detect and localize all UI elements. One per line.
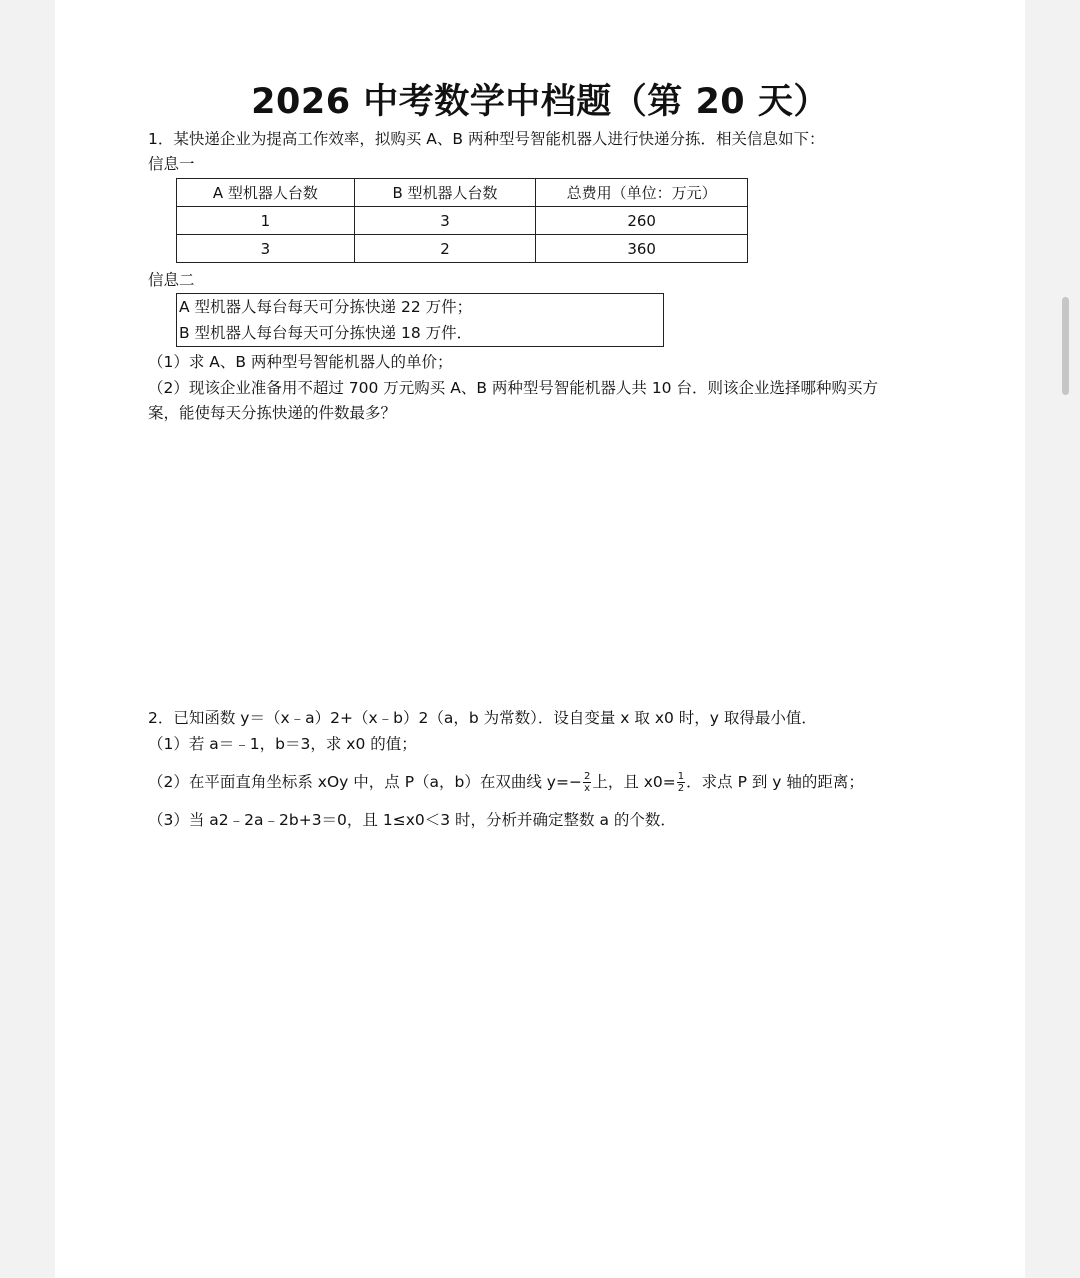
q1-part1: （1）求 A、B 两种型号智能机器人的单价； [148, 353, 453, 371]
scrollbar-thumb[interactable] [1062, 297, 1069, 395]
document-title: 2026 中考数学中档题（第 20 天） [251, 82, 829, 122]
q2-part2-before: （2）在平面直角坐标系 xOy 中，点 P（a，b）在双曲线 y=− [148, 773, 582, 791]
q1-info2-box [176, 293, 664, 347]
fraction-denominator: x [584, 783, 591, 794]
q2-part2 [148, 766, 864, 798]
scrollbar[interactable] [1062, 0, 1080, 1278]
table-cell: 260 [536, 207, 748, 235]
fraction-denominator: 2 [677, 783, 685, 794]
fraction-1-over-2 [677, 771, 685, 794]
table-row [177, 235, 748, 263]
table-cell: 3 [177, 235, 355, 263]
q2-part2-middle: 上，且 x0= [592, 773, 676, 791]
q1-info2-label: 信息二 [148, 271, 195, 289]
q1-info1-label: 信息一 [148, 155, 195, 173]
fraction-minus-2-over-x [583, 771, 591, 794]
q2-part2-after: ．求点 P 到 y 轴的距离； [686, 773, 864, 791]
table-cell: 360 [536, 235, 748, 263]
table-cell: 2 [354, 235, 536, 263]
table-header-cell: B 型机器人台数 [354, 179, 536, 207]
q2-part3: （3）当 a2﹣2a﹣2b+3＝0，且 1≤x0＜3 时，分析并确定整数 a 的个数． [148, 811, 676, 829]
q1-info1-table [176, 178, 748, 263]
table-header-cell: 总费用（单位：万元） [536, 179, 748, 207]
table-cell: 1 [177, 207, 355, 235]
fraction-numerator: 2 [583, 771, 591, 782]
table-header-cell: A 型机器人台数 [177, 179, 355, 207]
q2-part1: （1）若 a＝﹣1，b＝3，求 x0 的值； [148, 735, 417, 753]
q1-info2-line-a: A 型机器人每台每天可分拣快递 22 万件； [179, 298, 473, 316]
table-header-row [177, 179, 748, 207]
table-cell: 3 [354, 207, 536, 235]
table-row [177, 207, 748, 235]
fraction-numerator: 1 [677, 771, 685, 782]
q1-stem: 1．某快递企业为提高工作效率，拟购买 A、B 两种型号智能机器人进行快递分拣．相关信息如下： [148, 130, 825, 148]
q2-stem: 2．已知函数 y＝（x﹣a）2+（x﹣b）2（a，b 为常数）．设自变量 x 取 x0 时，y 取得最小值． [148, 709, 817, 727]
q1-part2-line1: （2）现该企业准备用不超过 700 万元购买 A、B 两种型号智能机器人共 10 台．则该企业选择哪种购买方 [148, 379, 878, 397]
q1-info2-line-b: B 型机器人每台每天可分拣快递 18 万件． [179, 324, 473, 342]
q1-part2-line2: 案，能使每天分拣快递的件数最多？ [148, 404, 397, 422]
